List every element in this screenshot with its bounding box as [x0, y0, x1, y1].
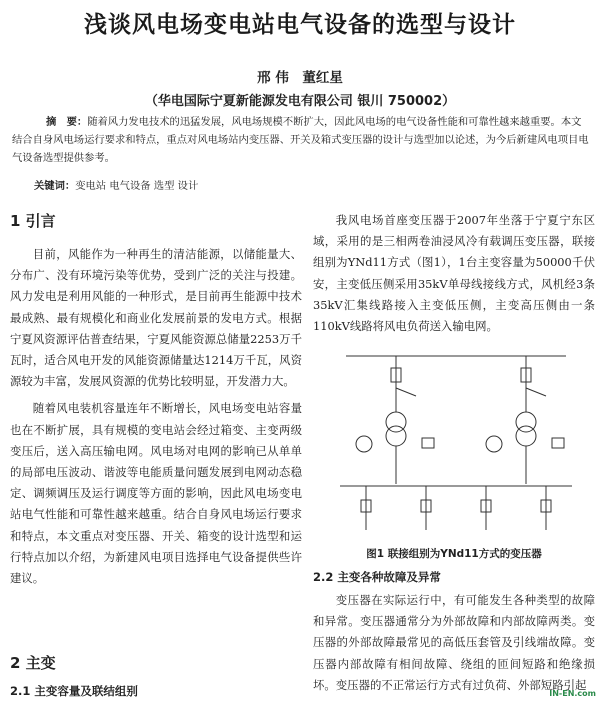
keywords-label: 关键词：	[34, 180, 76, 192]
keywords	[34, 177, 198, 192]
section-2-2-heading: 2.2 主变各种故障及异常	[313, 570, 441, 584]
paper-affiliation: （华电国际宁夏新能源发电有限公司 银川 750002）	[144, 94, 456, 109]
right-ct	[552, 438, 564, 448]
left-ct	[422, 438, 434, 448]
keywords-text: 变电站 电气设备 选型 设计	[75, 180, 199, 192]
section1-paragraph-2: 随着风电装机容量连年不断增长，风电场变电站容量也在不断扩展，具有规模的变电站会经过箱变、主变两级变压后，送入高压输电网。风电场对电网的影响已从单单的局部电压波动、谐波等电能质量问题发展到电网动态稳定、调频调压及运行调度等方面的影响，因此风电场变电站电气性能和可靠性越来越重。结合自身风电场运行要求和特点，本文重点对变压器、开关、箱变的设计选型和运行特点加以介绍，为新建风电项目选择电气设备提供些许建议。	[10, 401, 302, 586]
section1-paragraph-1: 目前，风能作为一种再生的清洁能源，以储能量大、分布广、没有环境污染等优势，受到广泛的关注与投建。风力发电是利用风能的一种形式，是目前再生能源中技术最成熟、最有规模化和商业化发展前景的发电方式。根据宁夏风资源评估普查结果，宁夏风能资源总储量2253万千瓦时，适合风电开发的风能资源储量达1214万千瓦，风资源较为丰富，发展风资源的优势比较明显，开发潜力大。	[10, 247, 302, 389]
figure-caption: 图1 联接组别为YNd11方式的变压器	[366, 548, 542, 560]
right-paragraph-1: 我风电场首座变压器于2007年坐落于宁夏宁东区域，采用的是三相两卷油浸风冷有载调压变压器，联接组别为YNd11方式（图1），1台主变容量为50000千伏安，主变低压侧采用35kV单母线接线方式，风机经3条35kV汇集线路接入主变低压侧，主变高压侧由一条110kV线路将风电负荷送入输电网。	[313, 213, 595, 334]
right-column-top	[313, 210, 595, 337]
right-meter	[486, 436, 502, 452]
paper-authors: 邢 伟 董红星	[257, 70, 343, 86]
left-meter	[356, 436, 372, 452]
section-2-1-heading: 2.1 主变容量及联结组别	[10, 684, 138, 698]
section-2-heading: 2 主变	[10, 654, 56, 672]
watermark-logo: IN-EN.com	[549, 689, 596, 698]
transformer-wiring-diagram	[336, 352, 576, 538]
left-disconnector	[396, 388, 416, 396]
paper-title: 浅谈风电场变电站电气设备的选型与设计	[84, 12, 516, 38]
left-column-section1	[10, 244, 302, 589]
right-column-bottom	[313, 590, 595, 696]
abstract-text: 随着风力发电技术的迅猛发展，风电场规模不断扩大，因此风电场的电气设备性能和可靠性越来越重要。本文结合自身风电场运行要求和特点，重点对风电场站内变压器、开关及箱式变压器的设计与选型加以论述，为今后新建风电项目电气设备选型提供参考。	[12, 116, 589, 164]
right-paragraph-2: 变压器在实际运行中，有可能发生各种类型的故障和异常。变压器通常分为外部故障和内部故障两类。变压器的外部故障最常见的高低压套管及引线端故障。变压器内部故障有相间故障、绕组的匝间短路和绝缘损坏。变压器的不正常运行方式有过负荷、外部短路引起	[313, 593, 595, 692]
right-disconnector	[526, 388, 546, 396]
left-transformer-winding-2	[386, 426, 406, 446]
abstract	[12, 113, 590, 167]
abstract-label: 摘 要：	[46, 116, 88, 128]
right-transformer-winding-2	[516, 426, 536, 446]
section-1-heading: 1 引言	[10, 212, 56, 230]
